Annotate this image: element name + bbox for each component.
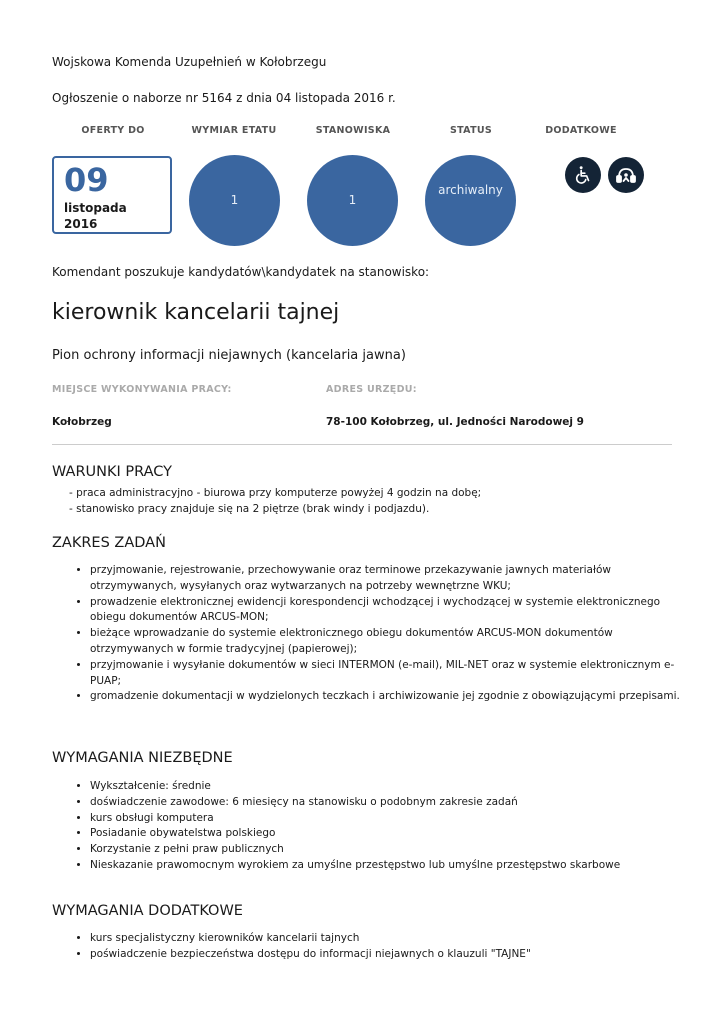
announcement-title: Ogłoszenie o naborze nr 5164 z dnia 04 listopada 2016 r.	[52, 91, 396, 105]
status-circle	[425, 155, 516, 246]
list-item: • Wykształcenie: średnie	[90, 779, 686, 795]
accessibility-support-icon	[608, 157, 644, 193]
list-item: • kurs obsługi komputera	[90, 811, 686, 827]
duties-list	[74, 563, 686, 705]
list-item: • prowadzenie elektronicznej ewidencji korespondencji wchodzącej i wychodzącej w systemie elektronicznego obiegu dokumentów ARCUS-MON;	[90, 595, 686, 627]
deadline-date-box	[52, 156, 172, 234]
section-title-required: WYMAGANIA NIEZBĘDNE	[52, 750, 233, 766]
section-title-work-conditions: WARUNKI PRACY	[52, 464, 173, 480]
list-item: • poświadczenie bezpieczeństwa dostępu do informacji niejawnych o klauzuli "TAJNE"	[90, 947, 686, 963]
intro-text: Komendant poszukuje kandydatów\kandydatek na stanowisko:	[52, 265, 430, 279]
institution-name: Wojskowa Komenda Uzupełnień w Kołobrzegu	[52, 55, 327, 69]
header-offers-to: OFERTY DO	[81, 125, 145, 136]
work-conditions-line: - praca administracyjno - biurowa przy komputerze powyżej 4 godzin na dobę;	[69, 487, 482, 499]
header-status: STATUS	[449, 125, 493, 136]
divider	[52, 444, 672, 445]
list-item: • kurs specjalistyczny kierowników kancelarii tajnych	[90, 931, 686, 947]
list-item: • Nieskazanie prawomocnym wyrokiem za umyślne przestępstwo lub umyślne przestępstwo skarbowe	[90, 858, 686, 874]
list-item: • Posiadanie obywatelstwa polskiego	[90, 826, 686, 842]
status-label: archiwalny	[438, 183, 503, 197]
workplace-label: MIEJSCE WYKONYWANIA PRACY:	[52, 384, 232, 395]
list-item: • przyjmowanie i wysyłanie dokumentów w sieci INTERMON (e-mail), MIL-NET oraz w systemie elektronicznym e-PUAP;	[90, 658, 686, 690]
list-item: • Korzystanie z pełni praw publicznych	[90, 842, 686, 858]
additional-list	[74, 931, 686, 963]
list-item: • gromadzenie dokumentacji w wydzielonych teczkach i archiwizowanie jej zgodnie z obowiązującymi przepisami.	[90, 689, 686, 705]
deadline-day: 09	[64, 161, 109, 199]
header-positions: STANOWISKA	[315, 125, 391, 136]
list-item: • bieżące wprowadzanie do systemie elektronicznego obiegu dokumentów ARCUS-MON dokumentów otrzymywanych w formie tradycyjnej (papierowej);	[90, 626, 686, 658]
office-address-label: ADRES URZĘDU:	[326, 384, 417, 395]
positions-circle: 1	[307, 155, 398, 246]
work-conditions-text	[69, 485, 481, 517]
department: Pion ochrony informacji niejawnych (kancelaria jawna)	[52, 348, 406, 363]
work-conditions-line: - stanowisko pracy znajduje się na 2 piętrze (brak windy i podjazdu).	[69, 503, 430, 515]
required-list	[74, 779, 686, 874]
header-work-time: WYMIAR ETATU	[191, 125, 277, 136]
job-title: kierownik kancelarii tajnej	[52, 300, 340, 325]
wheelchair-icon	[565, 157, 601, 193]
list-item: • doświadczenie zawodowe: 6 miesięcy na stanowisku o podobnym zakresie zadań	[90, 795, 686, 811]
list-item: • przyjmowanie, rejestrowanie, przechowywanie oraz terminowe przekazywanie jawnych materiałów otrzymywanych, wysyłanych oraz wytwarzanych na potrzeby wewnętrzne WKU;	[90, 563, 686, 595]
section-title-duties: ZAKRES ZADAŃ	[52, 535, 166, 551]
section-title-additional: WYMAGANIA DODATKOWE	[52, 903, 243, 919]
workplace-value: Kołobrzeg	[52, 416, 112, 428]
office-address-value: 78-100 Kołobrzeg, ul. Jedności Narodowej 9	[326, 416, 584, 428]
work-time-circle: 1	[189, 155, 280, 246]
deadline-year: 2016	[64, 217, 98, 231]
header-extras: DODATKOWE	[545, 125, 617, 136]
deadline-month: listopada	[64, 201, 127, 215]
